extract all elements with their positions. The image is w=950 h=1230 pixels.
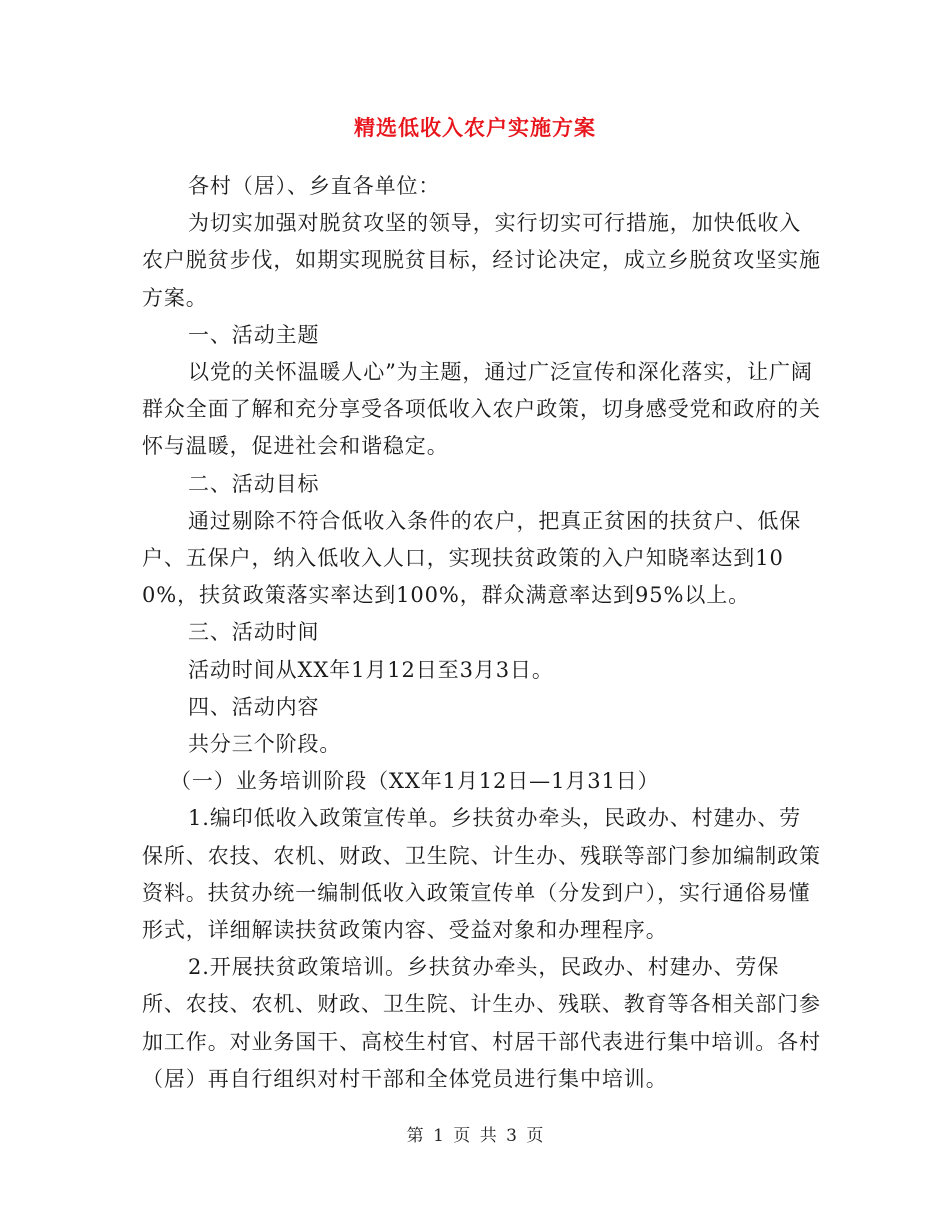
goal-paragraph: 通过剔除不符合低收入条件的农户，把真正贫困的扶贫户、低保户、五保户，纳入低收入人口，实现扶贫政策的入户知晓率达到100%，扶贫政策落实率达到100%，群众满意率达到95%以上。 bbox=[142, 508, 802, 608]
section-heading-time: 三、活动时间 bbox=[188, 620, 320, 645]
section-heading-goal: 二、活动目标 bbox=[188, 471, 320, 496]
document-body bbox=[142, 168, 822, 1098]
section-heading-content: 四、活动内容 bbox=[188, 694, 320, 719]
document-title: 精选低收入农户实施方案 bbox=[354, 115, 596, 140]
section-heading-theme: 一、活动主题 bbox=[188, 322, 320, 347]
page-number-footer: 第 1 页 共 3 页 bbox=[406, 1126, 544, 1146]
stage-heading: （一）业务培训阶段（XX年1月12日—1月31日） bbox=[170, 769, 660, 794]
intro-paragraph: 为切实加强对脱贫攻坚的领导，实行切实可行措施，加快低收入农户脱贫步伐，如期实现脱贫目标，经讨论决定，成立乡脱贫攻坚实施方案。 bbox=[142, 211, 821, 310]
salutation: 各村（居）、乡直各单位： bbox=[188, 174, 441, 198]
content-paragraph: 共分三个阶段。 bbox=[188, 732, 342, 757]
item-paragraph-1: 1.编印低收入政策宣传单。乡扶贫办牵头，民政办、村建办、劳保所、农技、农机、财政、卫生院、计生办、残联等部门参加编制政策资料。扶贫办统一编制低收入政策宣传单（分发到户），实行通俗易懂形式，详细解读扶贫政策内容、受益对象和办理程序。 bbox=[142, 806, 821, 943]
time-paragraph: 活动时间从XX年1月12日至3月3日。 bbox=[188, 657, 554, 682]
item-paragraph-2: 2.开展扶贫政策培训。乡扶贫办牵头，民政办、村建办、劳保所、农技、农机、财政、卫生院、计生办、残联、教育等各相关部门参加工作。对业务国干、高校生村官、村居干部代表进行集中培训。各村（居）再自行组织对村干部和全体党员进行集中培训。 bbox=[142, 955, 821, 1091]
theme-paragraph: 以党的关怀温暖人心”为主题，通过广泛宣传和深化落实，让广阔群众全面了解和充分享受各项低收入农户政策，切身感受党和政府的关怀与温暖，促进社会和谐稳定。 bbox=[142, 360, 821, 459]
